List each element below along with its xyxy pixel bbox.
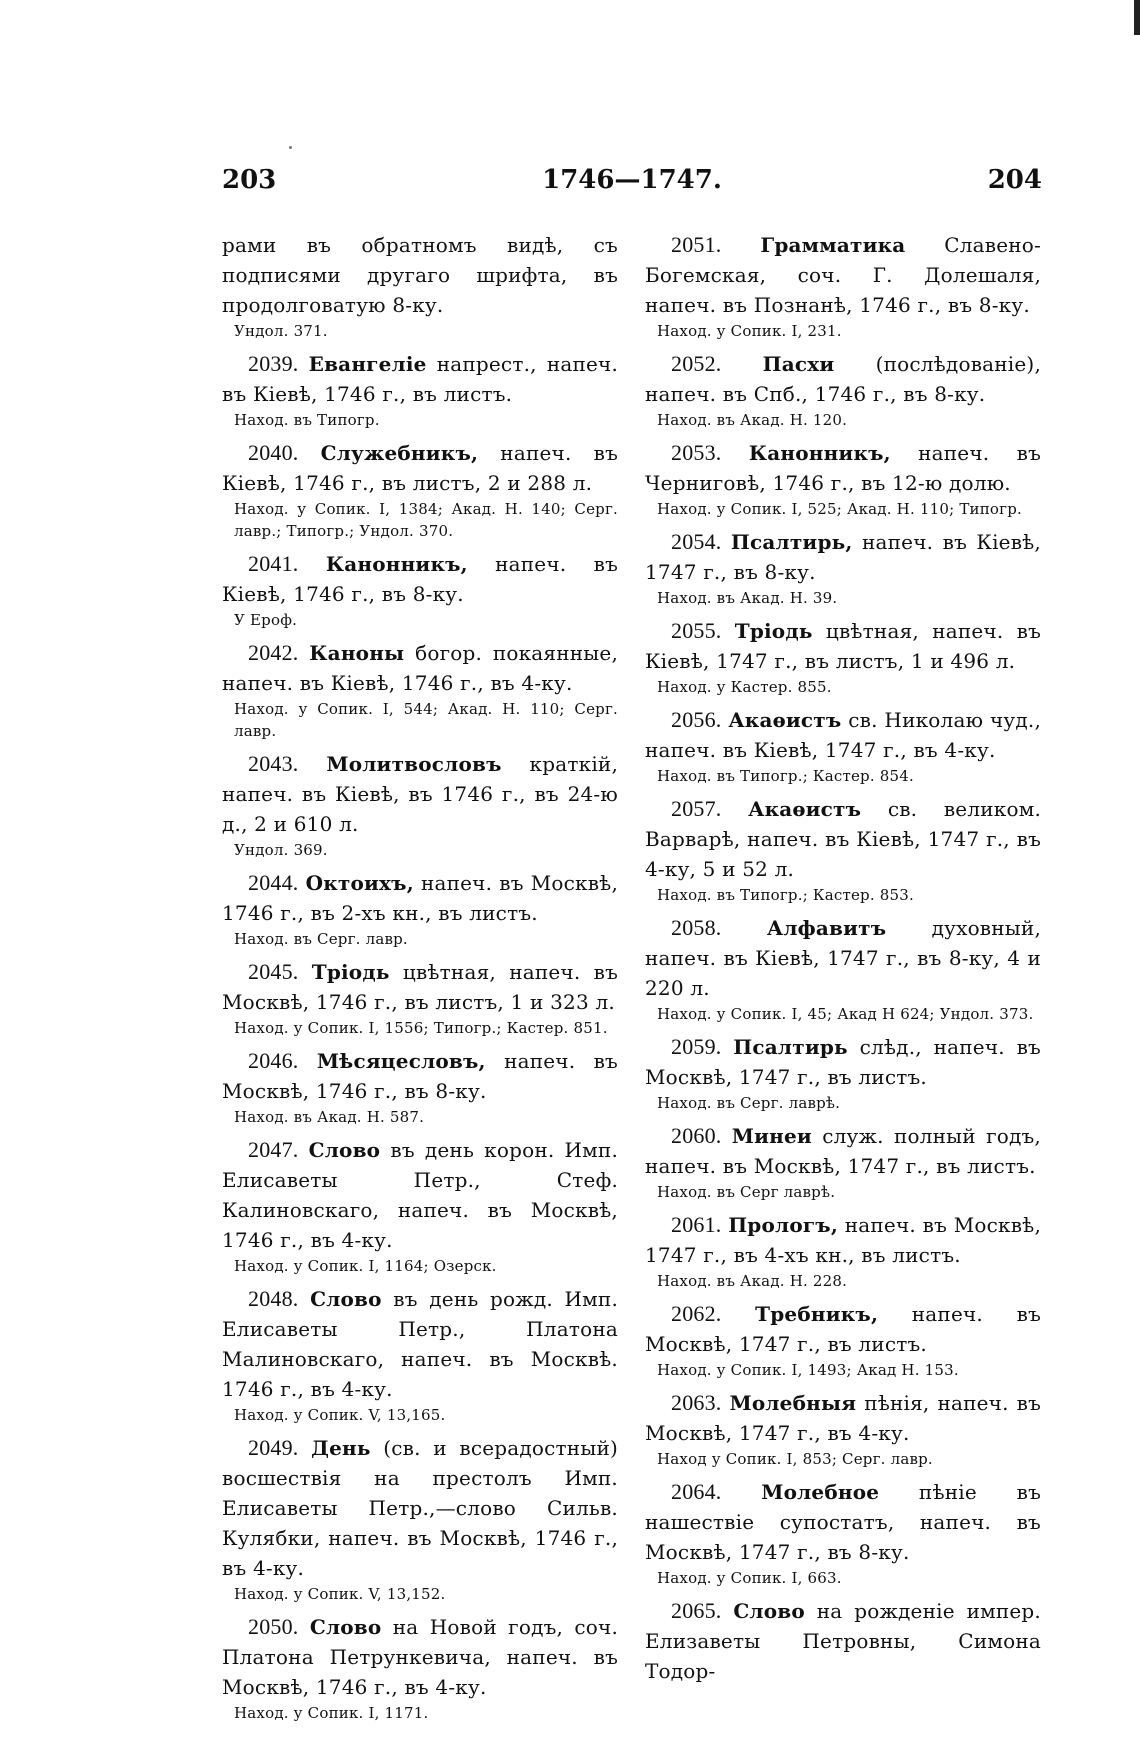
entry-title: Слово	[310, 1287, 382, 1311]
entry-description: напеч. въ Москвѣ, 1747 г., въ 4-хъ кн., въ листъ.	[645, 1213, 1042, 1267]
entry-title: Евангеліе	[308, 352, 427, 376]
entry-description: напеч. въ Кіевѣ, 1747 г., въ 8-ку.	[645, 530, 1041, 584]
entry-number: 2046.	[248, 1048, 299, 1073]
entry-number: 2044.	[248, 870, 299, 895]
entry-text	[645, 349, 1041, 409]
entry-title: Слово	[308, 1138, 381, 1162]
entry-text	[222, 438, 618, 498]
entry-location-note: Наход. у Сопик. І, 1171.	[234, 1704, 429, 1722]
catalog-entry	[222, 1612, 618, 1724]
entry-title: Минеи	[731, 1124, 812, 1148]
catalog-entry	[645, 1121, 1041, 1203]
entry-text	[645, 527, 1041, 587]
entry-location-note: Наход. въ Серг. лавр.	[234, 930, 408, 948]
entry-location-note: Наход. въ Серг лаврѣ.	[657, 1183, 836, 1201]
entry-number: 2064.	[671, 1479, 722, 1504]
entry-location-note: Наход. у Сопик. І, 1556; Типогр.; Кастер. 851.	[234, 1019, 608, 1037]
entry-location-note: Наход. въ Типогр.; Кастер. 854.	[657, 767, 914, 785]
page-header	[222, 165, 1042, 205]
catalog-entry	[645, 1210, 1041, 1292]
entry-text	[222, 549, 618, 609]
entry-description: слѣд., напеч. въ Москвѣ, 1747 г., въ листъ.	[645, 1035, 1041, 1089]
catalog-entry	[222, 1433, 618, 1605]
entry-location-note: Наход. у Сопик. І, 544; Акад. Н. 110; Серг. лавр.	[234, 700, 618, 740]
entry-location-note: Наход. въ Акад. Н. 587.	[234, 1108, 425, 1126]
catalog-entry	[645, 1596, 1041, 1686]
entry-text	[645, 1299, 1041, 1359]
entry-text	[222, 230, 618, 320]
entry-description: служ. полный годъ, напеч. въ Москвѣ, 1747 г., въ листъ.	[645, 1124, 1041, 1178]
catalog-entry	[645, 438, 1041, 520]
entry-location-note: Наход. у Сопик. І, 1493; Акад Н. 153.	[657, 1361, 959, 1379]
entry-title: Молебное	[761, 1480, 880, 1504]
entry-number: 2047.	[248, 1137, 299, 1162]
entry-description: св. великом. Варварѣ, напеч. въ Кіевѣ, 1747 г., въ 4-ку, 5 и 52 л.	[645, 797, 1042, 881]
entry-title: Требникъ,	[755, 1302, 879, 1326]
entry-description: напеч. въ Москвѣ, 1746 г., въ 2-хъ кн., въ листъ.	[222, 871, 619, 925]
entry-description: на рожденіе импер. Елизаветы Петровны, Симона Тодор-	[645, 1599, 1041, 1683]
entry-number: 2062.	[671, 1301, 722, 1326]
entry-number: 2045.	[248, 959, 299, 984]
entry-description: пѣнія, напеч. въ Москвѣ, 1747 г., въ 4-ку.	[645, 1391, 1042, 1445]
catalog-entry	[222, 749, 618, 861]
entry-location-note: Наход. въ Серг. лаврѣ.	[657, 1094, 841, 1112]
entry-location-note: Наход. у Кастер. 855.	[657, 678, 832, 696]
entry-number: 2048.	[248, 1286, 299, 1311]
entry-text	[222, 1433, 618, 1583]
entry-number: 2039.	[248, 351, 299, 376]
entry-number: 2061.	[671, 1212, 722, 1237]
entry-number: 2055.	[671, 618, 722, 643]
entry-location-note: Наход. у Сопик. І, 663.	[657, 1569, 842, 1587]
entry-description: напеч. въ Москвѣ, 1746 г., въ 8-ку.	[222, 1049, 618, 1103]
entry-title: День	[311, 1436, 371, 1460]
entry-title: Канонникъ,	[325, 552, 468, 576]
entry-location-note: У Ероф.	[234, 611, 298, 629]
catalog-entry	[222, 868, 618, 950]
page-speck	[289, 146, 292, 149]
entry-number: 2053.	[671, 440, 722, 465]
catalog-entry	[222, 549, 618, 631]
entry-description: напрест., напеч. въ Кіевѣ, 1746 г., въ листъ.	[222, 352, 619, 406]
entry-title: Молитвословъ	[326, 752, 502, 776]
entry-text	[222, 349, 618, 409]
entry-number: 2040.	[248, 440, 299, 465]
catalog-entry	[645, 527, 1041, 609]
entry-title: Тріодь	[311, 960, 390, 984]
entry-title: Акаѳистъ	[728, 708, 842, 732]
entry-text	[645, 230, 1041, 320]
entry-text	[222, 1284, 618, 1404]
entry-description: въ день рожд. Имп. Елисаветы Петр., Платона Малиновскаго, напеч. въ Москвѣ. 1746 г., въ 4-ку.	[222, 1287, 618, 1401]
entry-text	[645, 794, 1041, 884]
entry-text	[645, 913, 1041, 1003]
entry-description: напеч. въ Кіевѣ, 1746 г., въ 8-ку.	[222, 552, 619, 606]
catalog-entry	[222, 349, 618, 431]
right-page-number: 204	[987, 165, 1042, 195]
catalog-entry	[645, 1299, 1041, 1381]
catalog-entry	[645, 1032, 1041, 1114]
entry-title: Октоихъ,	[305, 871, 414, 895]
entry-number: 2049.	[248, 1435, 299, 1460]
catalog-entry	[222, 1046, 618, 1128]
catalog-entry	[222, 638, 618, 742]
entry-number: 2058.	[671, 915, 722, 940]
entry-title: Алфавитъ	[766, 916, 887, 940]
entry-number: 2050.	[248, 1614, 299, 1639]
entry-text	[645, 616, 1041, 676]
entry-number: 2042.	[248, 640, 299, 665]
entry-number: 2054.	[671, 529, 722, 554]
entry-location-note: Наход. у Сопик. І, 1384; Акад. Н. 140; Серг. лавр.; Типогр.; Ундол. 370.	[234, 500, 618, 540]
catalog-entry	[645, 1388, 1041, 1470]
entry-location-note: Наход. у Сопик. І, 231.	[657, 322, 842, 340]
entry-number: 2043.	[248, 751, 299, 776]
entry-title: Псалтирь	[733, 1035, 848, 1059]
entry-number: 2056.	[671, 707, 722, 732]
entry-number: 2052.	[671, 351, 722, 376]
catalog-entry	[222, 230, 618, 342]
catalog-entry	[645, 616, 1041, 698]
entry-title: Каноны	[309, 641, 405, 665]
entry-description: краткій, напеч. въ Кіевѣ, въ 1746 г., въ 24-ю д., 2 и 610 л.	[222, 752, 619, 836]
catalog-entry	[222, 957, 618, 1039]
entry-text	[645, 705, 1041, 765]
entry-description: богор. покаянные, напеч. въ Кіевѣ, 1746 г., въ 4-ку.	[222, 641, 619, 695]
right-column	[645, 230, 1041, 1693]
entry-number: 2057.	[671, 796, 722, 821]
entry-title: Пасхи	[762, 352, 835, 376]
entry-description: на Новой годъ, соч. Платона Петрункевича, напеч. въ Москвѣ, 1746 г., въ 4-ку.	[222, 1615, 619, 1699]
entry-title: Мѣсяцесловъ,	[316, 1049, 486, 1073]
entry-number: 2065.	[671, 1598, 722, 1623]
left-page-number: 203	[222, 165, 277, 195]
catalog-entry	[645, 230, 1041, 342]
entry-text	[645, 1210, 1041, 1270]
entry-description: (послѣдованіе), напеч. въ Спб., 1746 г., въ 8-ку.	[645, 352, 1041, 406]
entry-description: въ день корон. Имп. Елисаветы Петр., Стеф. Калиновскаго, напеч. въ Москвѣ, 1746 г., въ 4-ку.	[222, 1138, 619, 1252]
entry-title: Молебныя	[729, 1391, 857, 1415]
entry-text	[222, 749, 618, 839]
entry-location-note: Наход. въ Акад. Н. 39.	[657, 589, 838, 607]
entry-title: Грамматика	[760, 233, 906, 257]
entry-text	[645, 1121, 1041, 1181]
catalog-entry	[645, 913, 1041, 1025]
entry-text	[222, 868, 618, 928]
entry-number: 2059.	[671, 1034, 722, 1059]
catalog-entry	[645, 349, 1041, 431]
entry-description: напеч. въ Кіевѣ, 1746 г., въ листъ, 2 и 288 л.	[222, 441, 619, 495]
entry-location-note: Наход. у Сопик. І, 45; Акад Н 624; Ундол. 373.	[657, 1005, 1034, 1023]
entry-text	[645, 1388, 1041, 1448]
entry-number: 2041.	[248, 551, 299, 576]
entry-text	[222, 957, 618, 1017]
entry-description: Славено-Богемская, соч. Г. Долешаля, напеч. въ Познанѣ, 1746 г., въ 8-ку.	[645, 233, 1042, 317]
entry-location-note: Наход у Сопик. І, 853; Серг. лавр.	[657, 1450, 933, 1468]
catalog-entry	[222, 1284, 618, 1426]
entry-location-note: Наход. въ Акад. Н. 228.	[657, 1272, 848, 1290]
entry-text	[222, 1612, 618, 1702]
page-edge-mark	[1134, 0, 1140, 35]
entry-location-note: Ундол. 369.	[234, 841, 328, 859]
entry-title: Тріодь	[734, 619, 813, 643]
entry-location-note: Наход. у Сопик. І, 525; Акад. Н. 110; Типогр.	[657, 500, 1022, 518]
entry-title: Служебникъ,	[320, 441, 479, 465]
catalog-entry	[645, 1477, 1041, 1589]
entry-number: 2060.	[671, 1123, 722, 1148]
year-range: 1746—1747.	[542, 165, 722, 195]
entry-title: Слово	[309, 1615, 382, 1639]
entry-location-note: Наход. у Сопик. V, 13,165.	[234, 1406, 446, 1424]
entry-title: Прологъ,	[728, 1213, 839, 1237]
entry-text	[645, 1477, 1041, 1567]
entry-description: цвѣтная, напеч. въ Москвѣ, 1746 г., въ листъ, 1 и 323 л.	[222, 960, 619, 1014]
entry-location-note: Наход. у Сопик. V, 13,152.	[234, 1585, 446, 1603]
entry-location-note: Наход. въ Типогр.; Кастер. 853.	[657, 886, 914, 904]
entry-description: пѣніе въ нашествіе супостатъ, напеч. въ Москвѣ, 1747 г., въ 8-ку.	[645, 1480, 1041, 1564]
entry-title: Канонникъ,	[748, 441, 891, 465]
entry-location-note: Наход. у Сопик. І, 1164; Озерск.	[234, 1257, 497, 1275]
entry-text	[645, 1032, 1041, 1092]
entry-description: напеч. въ Черниговѣ, 1746 г., въ 12-ю долю.	[645, 441, 1042, 495]
entry-description: рами въ обратномъ видѣ, съ подписями другаго шрифта, въ продолговатую 8-ку.	[222, 233, 618, 317]
catalog-entry	[222, 1135, 618, 1277]
entry-number: 2063.	[671, 1390, 722, 1415]
entry-description: (св. и всерадостный) восшествія на престолъ Имп. Елисаветы Петр.,—слово Сильв. Кулябки, напеч. въ Москвѣ, 1746 г., въ 4-ку.	[222, 1436, 618, 1580]
entry-location-note: Наход. въ Типогр.	[234, 411, 380, 429]
entry-title: Акаѳистъ	[748, 797, 862, 821]
catalog-entry	[645, 705, 1041, 787]
entry-title: Слово	[733, 1599, 805, 1623]
entry-text	[222, 638, 618, 698]
entry-location-note: Ундол. 371.	[234, 322, 328, 340]
entry-text	[645, 438, 1041, 498]
entry-description: св. Николаю чуд., напеч. въ Кіевѣ, 1747 г., въ 4-ку.	[645, 708, 1042, 762]
catalog-entry	[222, 438, 618, 542]
entry-title: Псалтирь,	[730, 530, 853, 554]
entry-text	[222, 1135, 618, 1255]
entry-text	[222, 1046, 618, 1106]
left-column	[222, 230, 618, 1731]
catalog-entry	[645, 794, 1041, 906]
entry-number: 2051.	[671, 232, 722, 257]
entry-description: цвѣтная, напеч. въ Кіевѣ, 1747 г., въ листъ, 1 и 496 л.	[645, 619, 1042, 673]
entry-description: духовный, напеч. въ Кіевѣ, 1747 г., въ 8-ку, 4 и 220 л.	[645, 916, 1042, 1000]
entry-text	[645, 1596, 1041, 1686]
entry-location-note: Наход. въ Акад. Н. 120.	[657, 411, 848, 429]
entry-description: напеч. въ Москвѣ, 1747 г., въ листъ.	[645, 1302, 1041, 1356]
